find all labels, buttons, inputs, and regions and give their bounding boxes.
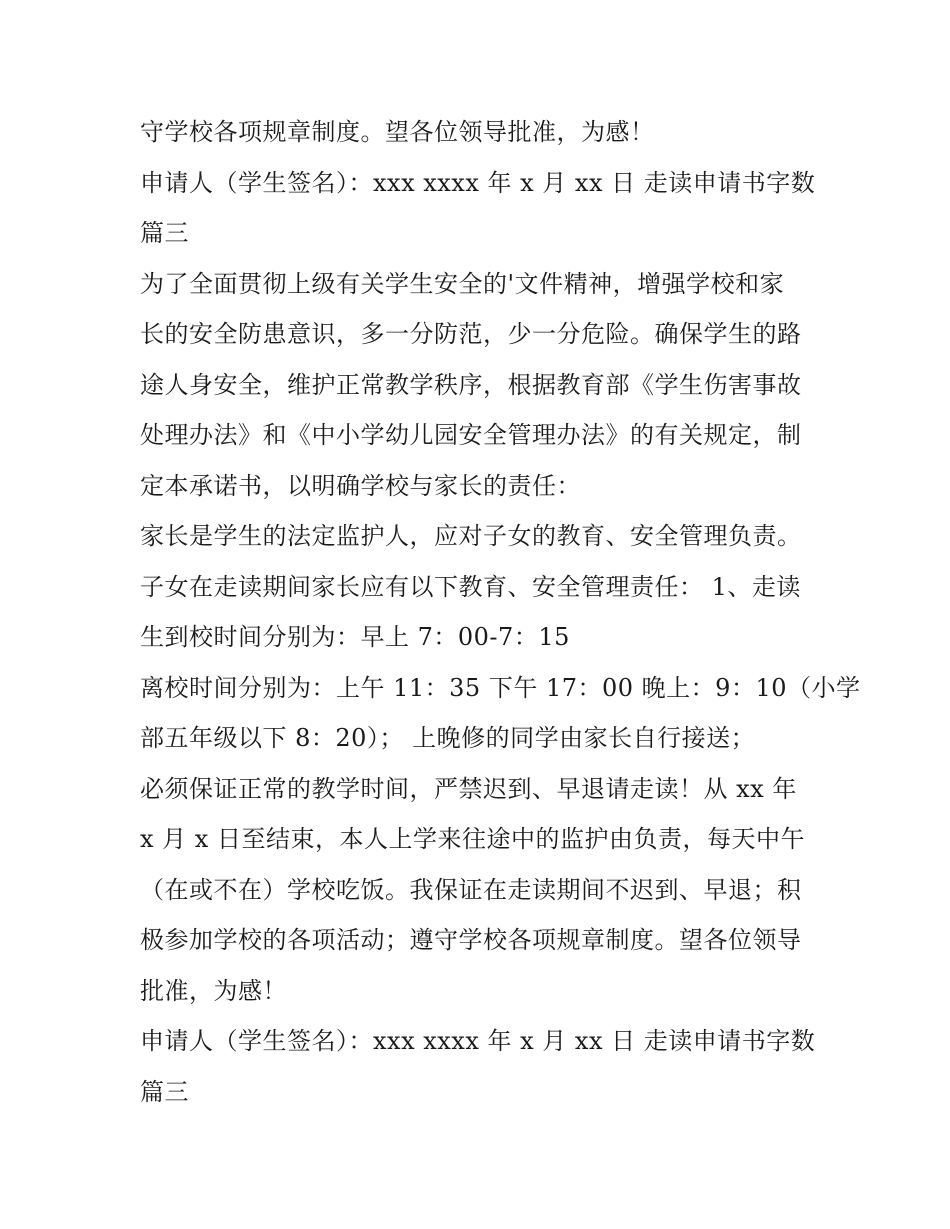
section-heading: 篇三 [140,219,189,247]
text-line: 离校时间分别为：上午 11：35 下午 17：00 晚上：9：10（小学 [140,673,861,702]
text-line: 必须保证正常的教学时间，严禁迟到、早退请走读！从 xx 年 [140,774,797,803]
text-line: 定本承诺书，以明确学校与家长的责任： [140,471,581,500]
text-line: 生到校时间分别为：早上 7：00-7：15 [140,623,570,651]
text-line: 部五年级以下 8：20）； 上晚修的同学由家长自行接送； [140,724,756,752]
document-body [140,107,861,1117]
text-line: 为了全面贯彻上级有关学生安全的'文件精神，增强学校和家 [140,269,785,298]
section-heading: 篇三 [140,1077,189,1106]
text-line: 守学校各项规章制度。望各位领导批准，为感！ [140,118,655,146]
text-line: 长的安全防患意识，多一分防范，少一分危险。确保学生的路 [140,320,802,348]
text-line: 途人身安全，维护正常教学秩序，根据教育部《学生伤害事故 [140,370,802,399]
text-line: 申请人（学生签名）：xxx xxxx 年 x 月 xx 日 走读申请书字数 [140,168,816,197]
text-line: 处理办法》和《中小学幼儿园安全管理办法》的有关规定，制 [140,421,802,449]
text-line: 批准，为感！ [140,976,287,1005]
text-line: 家长是学生的法定监护人，应对子女的教育、安全管理负责。 [140,522,802,550]
text-line: （在或不在）学校吃饭。我保证在走读期间不迟到、早退；积 [140,875,802,904]
text-line: 申请人（学生签名）：xxx xxxx 年 x 月 xx 日 走读申请书字数 [140,1027,816,1055]
text-line: 极参加学校的各项活动；遵守学校各项规章制度。望各位领导 [140,926,802,954]
text-line: 子女在走读期间家长应有以下教育、安全管理责任： 1、走读 [140,572,801,601]
text-line: x 月 x 日至结束，本人上学来往途中的监护由负责，每天中午 [140,825,805,853]
